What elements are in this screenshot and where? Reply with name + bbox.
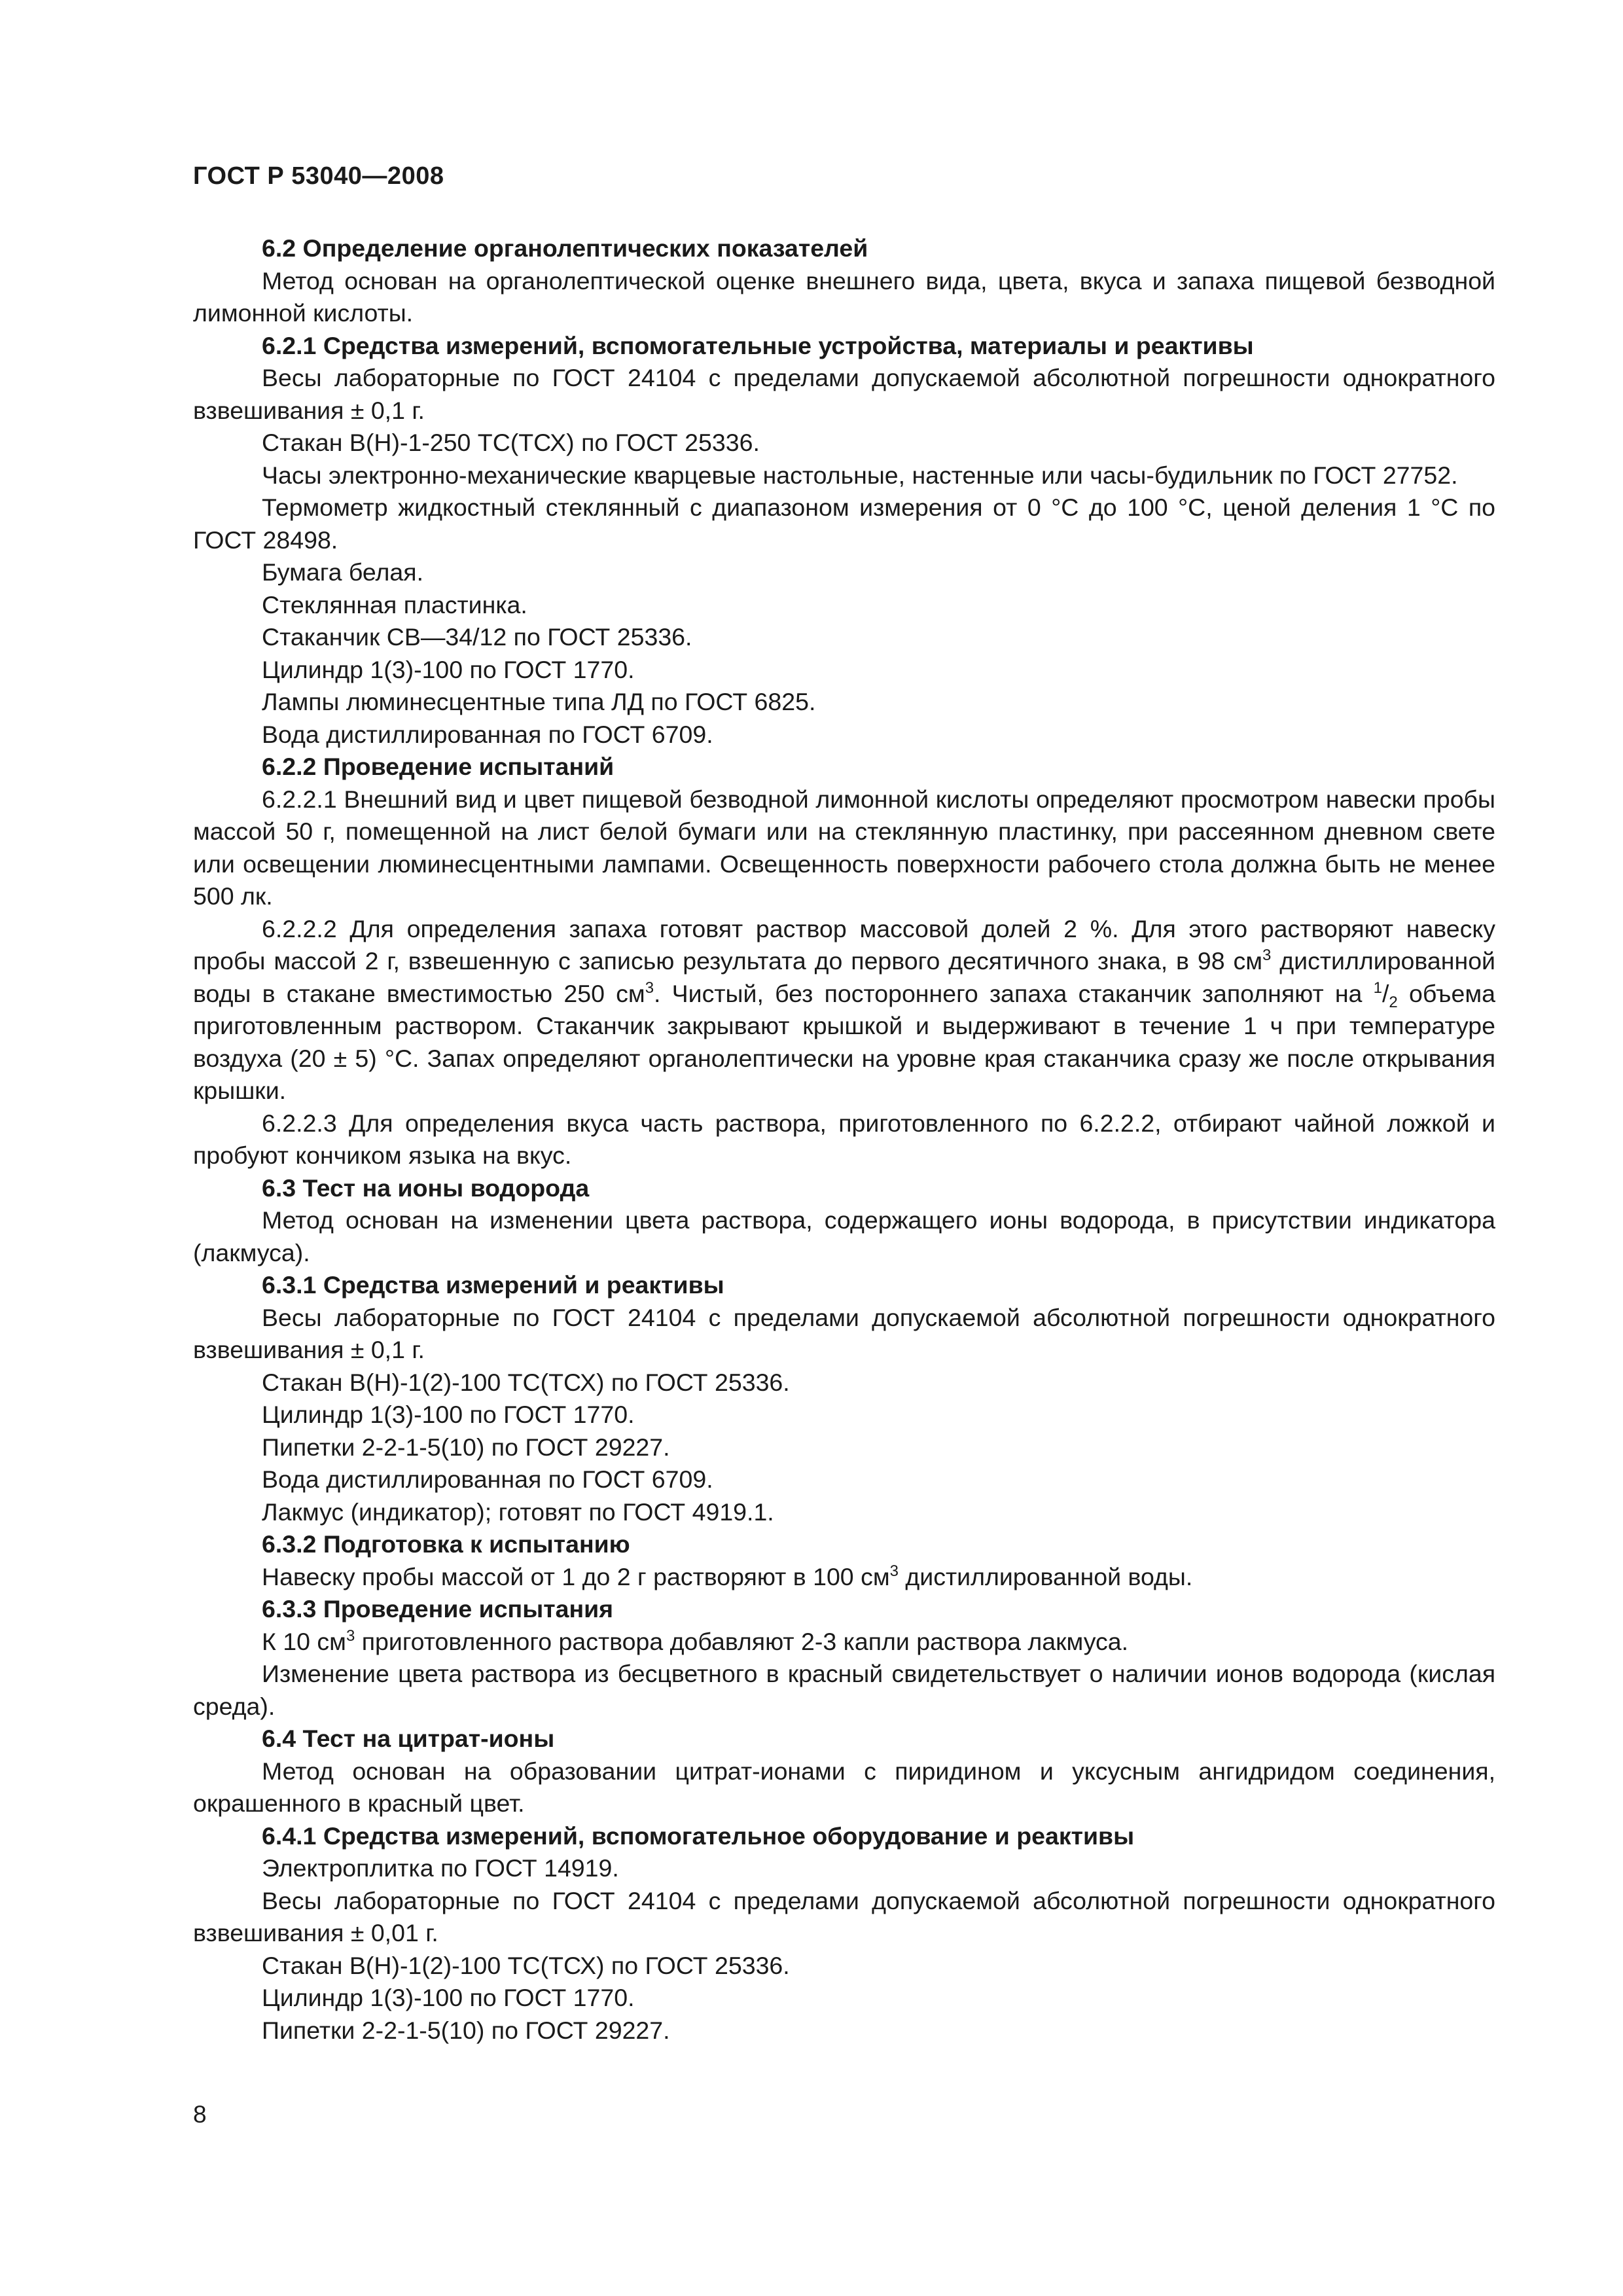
fraction-denominator: 2: [1389, 993, 1398, 1011]
paragraph: Часы электронно-механические кварцевые настольные, настенные или часы-будильник по ГОСТ 27752.: [262, 461, 1458, 489]
paragraph: Весы лабораторные по ГОСТ 24104 с пределами допускаемой абсолютной погрешности однократного взвешивания ± 0,1 г.: [193, 1303, 1495, 1363]
superscript: 3: [645, 978, 654, 997]
paragraph: Метод основан на образовании цитрат-ионами с пиридином и уксусным ангидридом соединения, окрашенного в красный цвет.: [193, 1757, 1495, 1817]
paragraph: Изменение цвета раствора из бесцветного в красный свидетельствует о наличии ионов водорода (кислая среда).: [193, 1660, 1495, 1720]
paragraph: Термометр жидкостный стеклянный с диапазоном измерения от 0 °С до 100 °С, ценой деления 1 °С по ГОСТ 28498.: [193, 493, 1495, 554]
paragraph: Пипетки 2-2-1-5(10) по ГОСТ 29227.: [262, 2016, 670, 2044]
paragraph: Вода дистиллированная по ГОСТ 6709.: [262, 1465, 713, 1493]
fraction-numerator: 1: [1373, 978, 1382, 997]
paragraph: [193, 1561, 1495, 1594]
paragraph: Метод основан на изменении цвета раствора, содержащего ионы водорода, в присутствии индикатора (лакмуса).: [193, 1206, 1495, 1266]
paragraph: Метод основан на органолептической оценке внешнего вида, цвета, вкуса и запаха пищевой безводной лимонной кислоты.: [193, 266, 1495, 327]
document-header: ГОСТ Р 53040—2008: [193, 162, 444, 190]
section-heading: 6.4 Тест на цитрат-ионы: [262, 1725, 555, 1752]
paragraph: Лакмус (индикатор); готовят по ГОСТ 4919.1.: [262, 1498, 774, 1526]
paragraph: Стакан В(Н)-1-250 ТС(ТСХ) по ГОСТ 25336.: [262, 429, 760, 456]
paragraph: Цилиндр 1(3)-100 по ГОСТ 1770.: [262, 655, 635, 683]
superscript: 3: [889, 1562, 899, 1580]
text-run: 6.2.2.2 Для определения запаха готовят раствор массовой долей 2 %. Для этого растворяют навеску пробы массой 2 г, взвешенную с записью результата до первого десятичного знака, в 98 см: [193, 914, 1495, 975]
section-heading: 6.3 Тест на ионы водорода: [262, 1174, 590, 1202]
paragraph: Стаканчик СВ—34/12 по ГОСТ 25336.: [262, 623, 692, 651]
text-run: дистиллированной воды в стакане вместимостью 250 см: [193, 947, 1495, 1007]
superscript: 3: [1262, 946, 1272, 964]
paragraph: 6.2.2.3 Для определения вкуса часть раствора, приготовленного по 6.2.2.2, отбирают чайной ложкой и пробуют кончиком языка на вкус.: [193, 1109, 1495, 1169]
paragraph: Весы лабораторные по ГОСТ 24104 с пределами допускаемой абсолютной погрешности однократного взвешивания ± 0,01 г.: [193, 1886, 1495, 1946]
section-heading: 6.2.1 Средства измерений, вспомогательные устройства, материалы и реактивы: [262, 331, 1254, 359]
section-heading: 6.2 Определение органолептических показателей: [262, 234, 868, 262]
section-heading: 6.3.2 Подготовка к испытанию: [262, 1530, 630, 1558]
paragraph: 6.2.2.1 Внешний вид и цвет пищевой безводной лимонной кислоты определяют просмотром навески пробы массой 50 г, помещенной на лист белой бумаги или на стеклянную пластинку, при рассеянном дневном свете или освещении люминесцентными лампами. Освещенность поверхности рабочего стола должна быть не менее 500 лк.: [193, 785, 1495, 910]
document-body: [193, 232, 1495, 2047]
paragraph: Стакан В(Н)-1(2)-100 ТС(ТСХ) по ГОСТ 25336.: [262, 1951, 790, 1979]
text-run: объема приготовленным раствором. Стаканчик закрывают крышкой и выдерживают в течение 1 ч при температуре воздуха (20 ± 5) °С. Запах определяют органолептически на уровне края стаканчика сразу же после открывания крышки.: [193, 979, 1495, 1104]
paragraph: 6.2.2.2 Для определения запаха готовят раствор массовой долей 2 %. Для этого растворяют навеску пробы массой 2 г, взвешенную с записью результата до первого десятичного знака, в 98 $см^3$ дистиллированной воды в стакане вместимостью 250 $см^3$. Чистый, без постороннего запаха стаканчик заполняют на $^1/_2$ объема приготовленным раствором. Стаканчик закрывают крышкой и выдерживают в течение 1 ч при температуре воздуха (20 ± 5) °С. Запах определяют органолептически на уровне края стаканчика сразу же после открывания крышки.: [193, 914, 1495, 1104]
text-run: приготовленного раствора добавляют 2-3 капли раствора лакмуса.: [355, 1627, 1129, 1655]
section-heading: 6.4.1 Средства измерений, вспомогательное оборудование и реактивы: [262, 1821, 1135, 1850]
paragraph: Стеклянная пластинка.: [262, 590, 527, 619]
text-run: К 10 см: [262, 1627, 346, 1655]
text-run: . Чистый, без постороннего запаха стаканчик заполняют на: [654, 979, 1374, 1007]
text-run: дистиллированной воды.: [898, 1562, 1193, 1590]
section-heading: 6.3.1 Средства измерений и реактивы: [262, 1271, 724, 1299]
page-number: 8: [193, 2101, 207, 2128]
paragraph: [193, 1626, 1495, 1659]
section-heading: 6.2.2 Проведение испытаний: [262, 753, 615, 780]
superscript: 3: [346, 1626, 355, 1645]
paragraph: Цилиндр 1(3)-100 по ГОСТ 1770.: [262, 1984, 635, 2011]
paragraph: Вода дистиллированная по ГОСТ 6709.: [262, 720, 713, 748]
text-run: Навеску пробы массой от 1 до 2 г растворяют в 100 см: [262, 1562, 890, 1590]
section-heading: 6.3.3 Проведение испытания: [262, 1595, 614, 1623]
paragraph: Лампы люминесцентные типа ЛД по ГОСТ 6825.: [262, 688, 816, 715]
paragraph: Электроплитка по ГОСТ 14919.: [262, 1854, 619, 1882]
paragraph: Бумага белая.: [262, 558, 424, 586]
paragraph: Стакан В(Н)-1(2)-100 ТС(ТСХ) по ГОСТ 25336.: [262, 1368, 790, 1396]
paragraph: Пипетки 2-2-1-5(10) по ГОСТ 29227.: [262, 1433, 670, 1461]
paragraph: Весы лабораторные по ГОСТ 24104 с пределами допускаемой абсолютной погрешности однократного взвешивания ± 0,1 г.: [193, 364, 1495, 424]
paragraph: Цилиндр 1(3)-100 по ГОСТ 1770.: [262, 1401, 635, 1428]
